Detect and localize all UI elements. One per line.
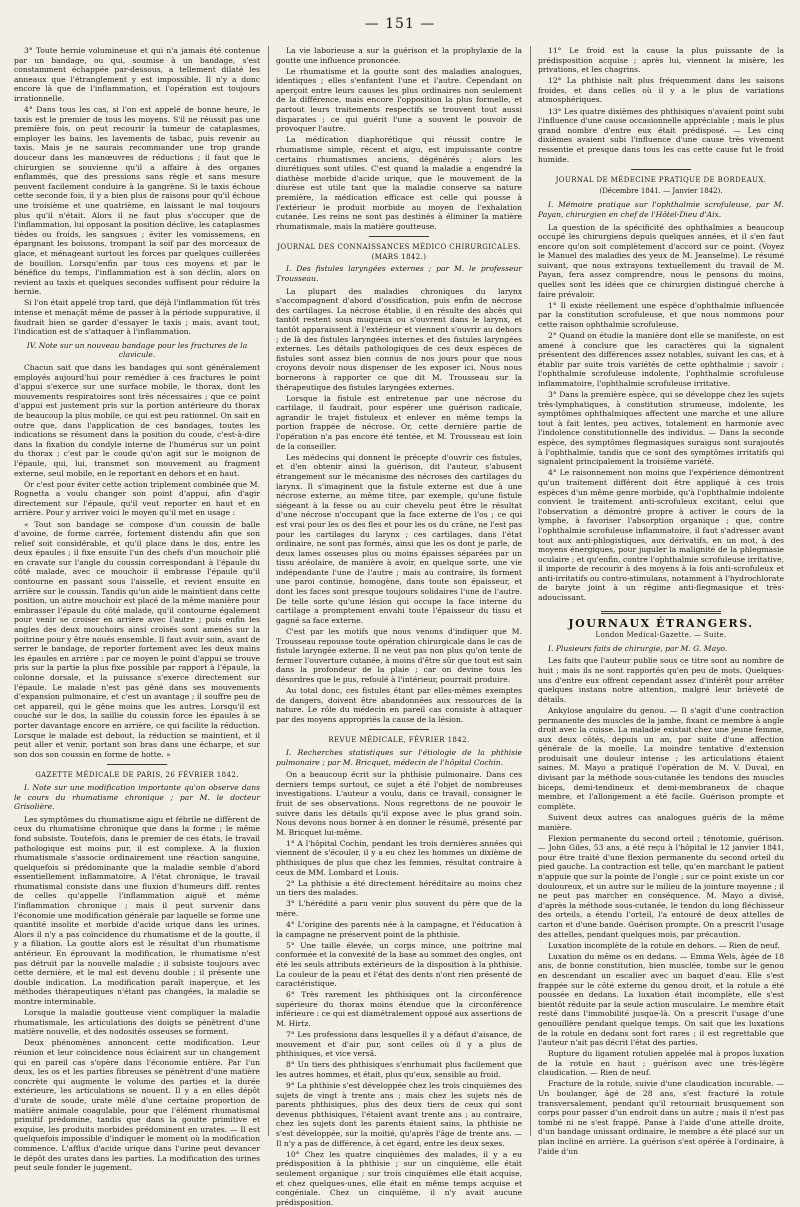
article-title: I. Plusieurs faits de chirurgie, par M. G. Mayo. — [548, 643, 728, 653]
paragraph: 6° Très rarement les phthisiques ont la circonférence supérieure du thorax moins étendue que la circonférence inférieure : ce qui est diamétralement opposé aux assertions de M. Hirtz. — [276, 990, 522, 1028]
paragraph: Suivent deux autres cas analogues guéris de la même manière. — [538, 812, 784, 832]
paragraph: C'est par les motifs que nous venons d'indiquer que M. Trousseau repousse toute opération chirurgicale dans le cas de fistule laryngée externe. Il ne veut pas non plus qu'on tente de fermer l'ouverture cutanée, à moins d'être sûr que tout est sain dans la profondeur de la plaie ; car on devine tous les désordres que le pus, refoulé à l'intérieur, pourrait produire. — [276, 626, 522, 684]
journal-date: (Décembre 1841. — Janvier 1842). — [599, 186, 723, 195]
paragraph: 3° Dans la première espèce, qui se développe chez les sujets très-lymphatiques, à constitution strumeuse, indolente, les symptômes ophthalmiques affectent une marche et une allure tout à fait lentes, peu actives, totalement en harmonie avec l'indolence constitutionnelle des individus. — Dans la seconde espèce, des symptômes flegmasiques suraigus sont surajoutés à l'ophthalmie, tandis que ce sont des symptômes irritatifs qui signalent principalement la troisième variété. — [538, 390, 784, 467]
journal-heading: JOURNAL DES CONNAISSANCES MÉDICO CHIRURGICALES. (MARS 1842.) — [277, 243, 521, 261]
paragraph: 9° La phthisie s'est développée chez les trois cinquièmes des sujets de vingt à trente ans ; mais chez les sujets nés de parents phthisiques, plus des deux tiers de ceux qui sont devenus phthisiques, l'étaient avant trente ans ; au contraire, chez les sujets dont les parents étaient sains, la phthisie ne s'est développée, sur la moitié, qu'après l'âge de trente ans. — Il n'y a pas de différence, à cet égard, entre les deux sexes. — [276, 1081, 522, 1148]
paragraph: Chacun sait que dans les bandages qui sont généralement employés aujourd'hui pour remédier à ces fractures le point d'appui s'exerce sur une surface mobile, le thorax, dont les mouvements respiratoires sont très nécessaires ; que ce point d'appui est justement pris sur la portion antérieure du thorax de beaucoup la plus mobile, ce qui est peu rationnel. On sait en outre que, dans l'application de ces bandages, toutes les indications se résument dans la position du coude, c'est-à-dire dans la fixation du condyle interne de l'humérus sur un point du thorax ; c'est par le coude qu'on agit sur le moignon de l'épaule, qui, lui, transmet son mouvement au fragment externe, seul mobile, en le reportant en dehors et en haut. — [14, 363, 260, 478]
paragraph: La vie laborieuse a sur la guérison et la prophylaxie de la goutte une influence prononcée. — [276, 46, 522, 65]
paragraph: 1° Il existe réellement une espèce d'ophthalmie influencée par la constitution scrofuleuse, et que nous nommons pour cette raison ophthalmie scrofuleuse. — [538, 300, 784, 329]
column-1 — [14, 46, 260, 1173]
paragraph: Les symptômes du rhumatisme aigu et fébrile ne diffèrent de ceux du rhumatisme chronique que dans la forme ; le même fond subsiste. Toutefois, dans le premier de ces états, le travail pathologique est moins pur, il est complexe. A la fluxion rhumatismale s'associe ordinairement une réaction sanguine, quelquefois si prédominante que la maladie semble d'abord essentiellement inflammatoire. A l'état chronique, le travail rhumatismal consiste dans une fluxion d'humeurs diff. rentes de celles qu'appelle l'inflammation aiguë et même l'inflammation chronique ; mais il peut survenir dans l'économie une modification générale par laquelle se forme une quantité insolite et morbide d'acide urique dans les urines. Alors il n'y a pas coïncidence du rhumatisme et de la goutte, il y a filiation. La goutte alors est le résultat d'un rhumatisme antérieur. En éprouvant la modification, le rhumatisme n'est pas détruit par la nouvelle maladie ; il subsiste toujours avec cette dernière, et le mal est devenu double ; il présente une double indication. La modification paraît inaperçue, et les méthodes thérapeutiques n'étant pas changées, la maladie se montre interminable. — [14, 814, 260, 1006]
article-title: I. Recherches statistiques sur l'étiologie de la phthisie pulmonaire ; par M. Bricquet, médecin de l'hôpital Cochin. — [276, 747, 522, 767]
paragraph: Lorsque la fistule est entretenue par une nécrose du cartilage, il faudrait, pour espérer une guérison radicale, agrandir le trajet fistuleux et enlever en même temps la portion frappée de nécrose. Or, cette dernière partie de l'opération n'a pas encore été tentée, et M. Trousseau est loin de la conseiller. — [276, 393, 522, 451]
paragraph: « Tout son bandage se compose d'un coussin de balle d'avoine, de forme carrée, fortement distendu afin que son relief soit considérable, et qu'il place dans le dos, entre les deux épaules ; il fixe ensuite l'un des chefs d'un mouchoir plié en cravate sur l'angle du coussin correspondant à l'épaule du côté malade, avec ce mouchoir il embrasse l'épaule qu'il contourne en passant sous l'aisselle, et revient ensuite en arrière sur le coussin. Tandis qu'un aide le maintient dans cette position, un autre mouchoir est placé de la même manière pour embrasser l'épaule du côté malade, qu'il contourne également pour venir se croiser en arrière avec l'autre ; puis enfin les angles des deux mouchoirs ainsi croisés sont amenés sur la poitrine pour y être noués ensemble. Il faut avoir soin, avant de serrer le bandage, de reporter fortement avec les deux mains les épaules en arrière : par ce moyen le point d'appui se trouve pris sur la partie la plus fixe possible par rapport à l'épaule, la colonne dorsale, et la puissance s'exerce directement sur l'épaule. Le malade n'est pas gêné dans ses mouvements d'expansion pulmonaire, et c'est un avantage ; il souffre peu de cet appareil, qui le gêne moins que les autres. Lorsqu'il est couché sur le dos, la saillie du coussin force les épaules à se porter davantage encore en arrière, ce qui facilite la réduction. Lorsque le malade est debout, la réduction se maintient, et il peut aller et venir, portant son bras dans une écharpe, et sur son dos son coussin en forme de hotte. » — [14, 519, 260, 759]
paragraph: On a beaucoup écrit sur la phthisie pulmonaire. Dans ces derniers temps surtout, ce sujet a été l'objet de nombreuses investigations. L'auteur a voulu, dans ce travail, consigner le fruit de ses observations. Nous regrettons de ne pouvoir le suivre dans les détails qu'il expose avec le plus grand soin. Nous devons nous borner à en donner le résumé, présenté par M. Bricquet lui-même. — [276, 770, 522, 837]
paragraph: 3° Toute hernie volumineuse et qui n'a jamais été contenue par un bandage, ou qui, soumise à un bandage, s'est constamment échappée par-dessous, a tellement dilaté les anneaux que l'étranglement y est impossible. Il n'y a donc encore là que de l'inflammation, et l'opération est toujours irrationnelle. — [14, 46, 260, 103]
paragraph: 1° A l'hôpital Cochin, pendant les trois dernières années qui viennent de s'écouler, il y a eu chez les hommes un dixième de phthisiques de plus que chez les femmes, résultat contraire à ceux de MM. Lombard et Louis. — [276, 838, 522, 877]
section-heading: JOURNAUX ÉTRANGERS. — [568, 616, 754, 630]
separator-rule — [107, 764, 167, 765]
paragraph: 7° Les professions dans lesquelles il y a défaut d'aisance, de mouvement et d'air pur, sont celles où il y a plus de phthisiques, et vice versâ. — [276, 1030, 522, 1059]
paragraph: Fracture de la rotule, suivie d'une claudication incurable. — Un boulanger, âgé de 28 ans, s'est fracturé la rotule transversalement, pendant qu'il retournait brusquement son corps pour passer d'un endroit dans un autre ; mais il n'est pas tombé ni ne s'est frappé. Panse à l'aide d'une attelle droite, d'un bandage unissant ordinaire, le membre a été placé sur un plan incliné en arrière. La guérison s'est opérée à l'ordinaire, à l'aide d'un — [538, 1079, 784, 1156]
paragraph: 4° L'origine des parents née à la campagne, et l'éducation à la campagne ne préservent point de la phthisie. — [276, 920, 522, 939]
paragraph: 3° L'hérédité a paru venir plus souvent du père que de la mère. — [276, 899, 522, 918]
article-title: I. Note sur une modification importante qu'on observe dans le cours du rhumatisme chronique ; par M. le docteur Grisolière. — [14, 782, 260, 812]
article-title: I. Des fistules laryngées externes ; par M. le professeur Trousseau. — [276, 264, 522, 284]
paragraph: Les médecins qui donnent le précepte d'ouvrir ces fistules, et d'en obtenir ainsi la guérison, dit l'auteur, s'abusent étrangement sur le mécanisme des nécroses des cartilages du larynx. Il s'imaginent que la fistule externe est due à une nécrose externe, au même titre, par exemple, qu'une fistule siégeant à la fesse ou au cuir chevelu peut être le résultat d'une nécrose n'occupant que la face externe de l'os ; ce qui est vrai pour les os des fles et pour les os du crâne, ne l'est pas pour les cartilages du larynx ; ces cartilages, dans l'état ordinaire, ne sont pas formés, ainsi que les os dont je parle, de deux lames osseuses plus ou moins épaisses séparées par un tissu aréolaire, de manière à avoir, en quelque sorte, une vie indépendante l'une de l'autre ; mais au contraire, ils forment une paroi continue, homogène, dans toute son épaisseur, et dont les faces sont presque toujours solidaires l'une de l'autre. De telle sorte qu'une lésion qui occupe la face interne du cartilage a promptement envahi toute l'épaisseur du tissu et gagné sa face externe. — [276, 452, 522, 625]
paragraph: La médication diaphorétique qui réussit contre le rhumatisme simple, récent et aigu, est impuissante contre certains rhumatismes anciens, dégénérés ; alors les diurétiques sont utiles. C'est quand la maladie a engendré la diathèse morbide d'acide urique, que le mouvement de la diurèse est utile tant que la maladie conserve sa nature première, la médication efficace est celle qui pousse à l'extérieur le produit morbide au moyen de l'exhalation cutanée. Les reins ne sont pas destinés à éliminer la matière rhumatismale, mais la matière goutteuse. — [276, 135, 522, 231]
paragraph: Lorsque la maladie goutteuse vient compliquer la maladie rhumatismale, les articulations des doigts se pénètrent d'une matière nouvelle, et des nodosités osseuses se forment. — [14, 1008, 260, 1037]
paragraph: Luxation incomplète de la rotule en dehors. — Rien de neuf. — [548, 940, 780, 950]
paragraph: 5° Une taille élevée, un corps mince, une poitrine mal conformée et la convexité de la base au sommet des ongles, ont été les seuls attributs extérieurs de la disposition à la phthisie. La couleur de la peau et l'état des dents n'ont rien présenté de caractéristique. — [276, 940, 522, 989]
journal-heading: JOURNAL DE MÉDECINE PRATIQUE DE BORDEAUX. — [555, 176, 767, 185]
paragraph: 2° Quand on étudie la manière dont elle se manifeste, on est amené à conclure que les caractères qui la signalent présentent des différences assez notables, suivant les cas, et à établir par suite trois variétés de cette ophthalmie ; savoir : l'ophthalmie scrofuleuse indolente, l'ophthalmie scrofuleuse inflammatoire, l'ophthalmie scrofuleuse irritative. — [538, 331, 784, 388]
column-divider — [530, 46, 531, 1136]
journal-heading: REVUE MÉDICALE, FÉVRIER 1842. — [328, 736, 470, 745]
journal-heading: GAZETTE MÉDICALE DE PARIS, 26 FÉVRIER 1842. — [35, 771, 239, 780]
paragraph: Rupture du ligament rotulien appelée mal à propos luxation de la rotule en haut ; guérison avec une très-légère claudication. — Rien de neuf. — [538, 1049, 784, 1078]
page-number: — 151 — — [364, 16, 436, 32]
separator-rule — [631, 169, 691, 170]
separator-double-rule — [601, 611, 721, 614]
paragraph: 11° Le froid est la cause la plus puissante de la prédisposition acquise ; après lui, viennent la misère, les privations, et les chagrins. — [538, 46, 784, 75]
paragraph: Les faits que l'auteur publie sous ce titre sont au nombre de huit ; mais ils ne sont rapportés qu'en peu de mots. Quelques-uns d'entre eux offrent cependant assez d'intérêt pour arrêter quelques instans notre attention, malgré leur brièveté de détails. — [538, 656, 784, 704]
paragraph: Or c'est pour éviter cette action triplement combinée que M. Rognetta a voulu changer son point d'appui, afin d'agir directement sur l'épaule, qu'il veut reporter en haut et en arrière. Pour y arriver voici le moyen qu'il met en usage : — [14, 479, 260, 518]
paragraph: Deux phénomènes annoncent cette modification. Leur réunion et leur coïncidence nous éclairent sur un changement qui en pareil cas s'opère dans l'économie entière. Par l'un deux, les os et les parties fibreuses se pénètrent d'une matière concrète qui augmente le volume des parties et la durée extérieure, les articulations se nouent. Il y a en elles dépôt d'urate de soude, urate mêlé d'une certaine proportion de matière animale coagulable, pour que l'élément rhumatismal primitif prédomine, tandis que dans la goutte primitive et exquise, les produits morbides prédominent en urates. — Il est quelquefois impossible d'indiquer le moment où la modification commence. L'afflux d'acide urique dans l'urine peut devancer le dépôt des urates dans les parties. La modification des urines peut seule fonder le jugement. — [14, 1038, 260, 1173]
journal-heading: London Medical-Gazette. — Suite. — [595, 631, 727, 640]
paragraph: Au total donc, ces fistules étant par elles-mêmes exemptes de dangers, doivent être abandonnées aux ressources de la nature. Le rôle du médecin en pareil cas consiste à attaquer par des moyens appropriés la cause de la lésion. — [276, 686, 522, 724]
section-title: IV. Note sur un nouveau bandage pour les fractures de la clavicule. — [26, 340, 248, 360]
paragraph: Flexion permanente du second orteil ; ténotomie, guérison. — John Giles, 53 ans, a été reçu à l'hôpital le 12 janvier 1841, pour être traité d'une flexion permanente du second orteil du pied gauche. La contraction est telle, qu'en marchant le patient n'appuie que sur la pointe de l'ongle ; sur ce point existe un cor douloureux, et un autre sur le milieu de la jointure moyenne ; il ne peut pas marcher en conséquence. M. Mayo a divisé, d'après la méthode sous-cutanée, le tendon du long fléchisseur des orteils, a étendu l'orteil, l'a entouré de deux attelles de carton et d'une bande. Guérison prompte. On a prescrit l'usage des attelles, pendant quelques mois, par précaution. — [538, 833, 784, 939]
separator-rule — [369, 729, 429, 730]
paragraph: La plupart des maladies chroniques du larynx s'accompagnent d'abord d'ossification, puis enfin de nécrose des cartilages. La nécrose établie, il en résulte des abcès qui tantôt restent sous muqueux ou s'ouvrent dans le larynx, et tantôt apparaissent à l'extérieur et viennent s'ouvrir au dehors ; de là des fistules laryngées internes et des fistules laryngées externes. Les détails pathologiques de ces deux espèces de fistules sont assez bien connus de nos jours pour que nous croyons devoir nous dispenser de les exposer ici. Nous nous bornerons à rapporter ce que dit M. Trousseau sur la thérapeutique des fistules laryngées externes. — [276, 286, 522, 392]
paragraph: 2° La phthisie a été directement héréditaire au moins chez un tiers des malades. — [276, 878, 522, 898]
column-3 — [538, 46, 784, 1156]
paragraph: 8° Un tiers des phthisiques s'enrhumait plus facilement que les autres hommes, et était, plus qu'eux, sensible au froid. — [276, 1060, 522, 1079]
article-title: I. Mémoire pratique sur l'ophthalmie scrofuleuse, par M. Payan, chirurgien en chef de l'Hôtel-Dieu d'Aix. — [538, 200, 784, 219]
column-2 — [276, 46, 522, 1207]
paragraph: Si l'on était appelé trop tard, que déjà l'inflammation fût très intense et menaçât même de passer à la période suppurative, il faudrait bien se garder d'essayer le taxis ; mais, avant tout, l'indication est de s'attaquer à l'inflammation. — [14, 298, 260, 337]
separator-rule — [369, 236, 429, 237]
paragraph: 4° Dans tous les cas, si l'on est appelé de bonne heure, le taxis est le premier de tous les moyens. S'il ne réussit pas une première fois, on peut recourir la tumeur de cataplasmes, employer les bains, les lavements de tabac, puis revenir au taxis. Mais je ne saurais recommander une trop grande douceur dans les manœuvres de réductions ; il faut que le chirurgien se souvienne qu'il a affaire à des organes enflammés, que des pressions sans règle et sans mesure peuvent facilement conduire à la gangrène. Si le taxis échoue cette seconde fois, il y a bien plus de raisons pour qu'il échoue une troisième et une quatrième, en laissant le mal toujours plus qu'il n'était. Alors il ne faut plus s'occuper que de l'inflammation, lui opposant la position déclive, les cataplasmes tièdes ou froids, les sangsues ; éviter les vomissemens, en épargnant les boissons, trompant la soif par des morceaux de glace, et ménageant surtout les forces par quelques cuillerées de bouillon. Lorsqu'enfin par tous ces moyens et par le bénéfice du temps, l'inflammation est à son déclin, alors on revient au taxis et quelques secondes suffisent pour réduire la hernie. — [14, 105, 260, 297]
paragraph: La question de la spécificité des ophthalmies a beaucoup occupé les chirurgiens depuis quelques années, et il s'en faut encore qu'on soit complètement d'accord sur ce point. (Voyez le Manuel des maladies des yeux de M. Jeanselme). Le résumé suivant, que nous extrayons textuellement du travail de M. Payan, fera assez comprendre, nous le pensons du moins, quelles sont les idées que ce chirurgien distingué cherche à faire prévaloir. — [538, 222, 784, 299]
paragraph: 13° Les quatre dixièmes des phthisiques n'avaient point subi l'influence d'une cause occasionnelle appréciable ; mais le plus grand nombre d'entre eux était prédisposé. — Les cinq dixièmes avaient subi l'influence d'une cause très vivement ressentie et presque dans tous les cas cette cause fut le froid humide. — [538, 106, 784, 164]
paragraph: Ankylose angulaire du genou. — Il s'agit d'une contraction permanente des muscles de la jambe, fixant ce membre à angle droit avec la cuisse. La maladie existait chez une jeune femme, aux deux côtés, depuis un an, par suite d'une affection générale de la moelle. La moindre tentative d'extension produisait une douleur intense ; les articulations étaient saines. M. Mayo a pratiqué l'opération de M. V. Duval, en divisant par la méthode sous-cutanée les tendons des muscles biceps, demi-tendineux et demi-membraneux de chaque membre, et l'allongement a été facile. Guérison prompte et complète. — [538, 705, 784, 811]
paragraph: 4° Le raisonnement non moins que l'expérience démontrent qu'un traitement différent doit être appliqué à ces trois espèces d'un même genre morbide, qu'à l'ophthalmie indolente convient le traitement anti-scrofuleux excitant, celui que l'observation a démontré propre à activer le cours de la lymphe, à favoriser l'absorption organique ; que, contre l'ophthalmie scrofuleuse inflammatoire, il faut s'adresser avant tout aux anti-phlogistiques, aux dérivatifs, en un mot, à des moyens énergiques, pour juguler la malignité de la phlegmasie oculaire ; et qu'enfin, contre l'ophthalmie scrofuleuse irritative, il importe de recourir à des moyens à la fois anti-scrofuleux et anti-irritatifs ou contro-stimulans, notamment à l'hydrochlorate de baryte joint à un régime anti-flegmasique et très-adoucissant. — [538, 468, 784, 603]
paragraph: Luxation du même os en dedans. — Emma Wels, âgée de 18 ans, de bonne constitution, bien musclée, tombe sur le genou en descendant un escalier avec un baquet d'eau. Elle s'est frappée sur le côté externe du genou droit, et la rotule a été poussée en dedans. La luxation était incomplète, elle s'est bientôt réduite par la seule action musculaire. Le membre était resté dans l'immobilité jusque-là. On a prescrit l'usage d'une genouillère pendant quelque temps. On sait que les luxations de la rotule en dedans sont fort rares ; il est regrettable que l'auteur n'ait pas décrit l'état des parties. — [538, 951, 784, 1048]
column-divider — [268, 46, 269, 1136]
paragraph: Le rhumatisme et la goutte sont des maladies analogues, identiques ; elles s'enfantent l'une et l'autre. Cependant on aperçoit entre leurs causes les plus ordinaires non seulement de la différence, mais encore l'opposition la plus formelle, et partout leurs traitements respectifs se trouvent tout aussi disparates ; ce qui guérit l'une a souvent le pouvoir de provoquer l'autre. — [276, 66, 522, 134]
paragraph: 12° La phthisie naît plus fréquemment dans les saisons froides, et dans celles où il y a le plus de variations atmosphériques. — [538, 76, 784, 105]
paragraph: 10° Chez les quatre cinquièmes des malades, il y a eu prédisposition à la phthisie ; sur un cinquième, elle était seulement organique ; sur trois cinquièmes elle était acquise, et chez quelques-unes, elle était en même temps acquise et congéniale. Chez un cinquième, il n'y avait aucune prédisposition. — [276, 1149, 522, 1207]
